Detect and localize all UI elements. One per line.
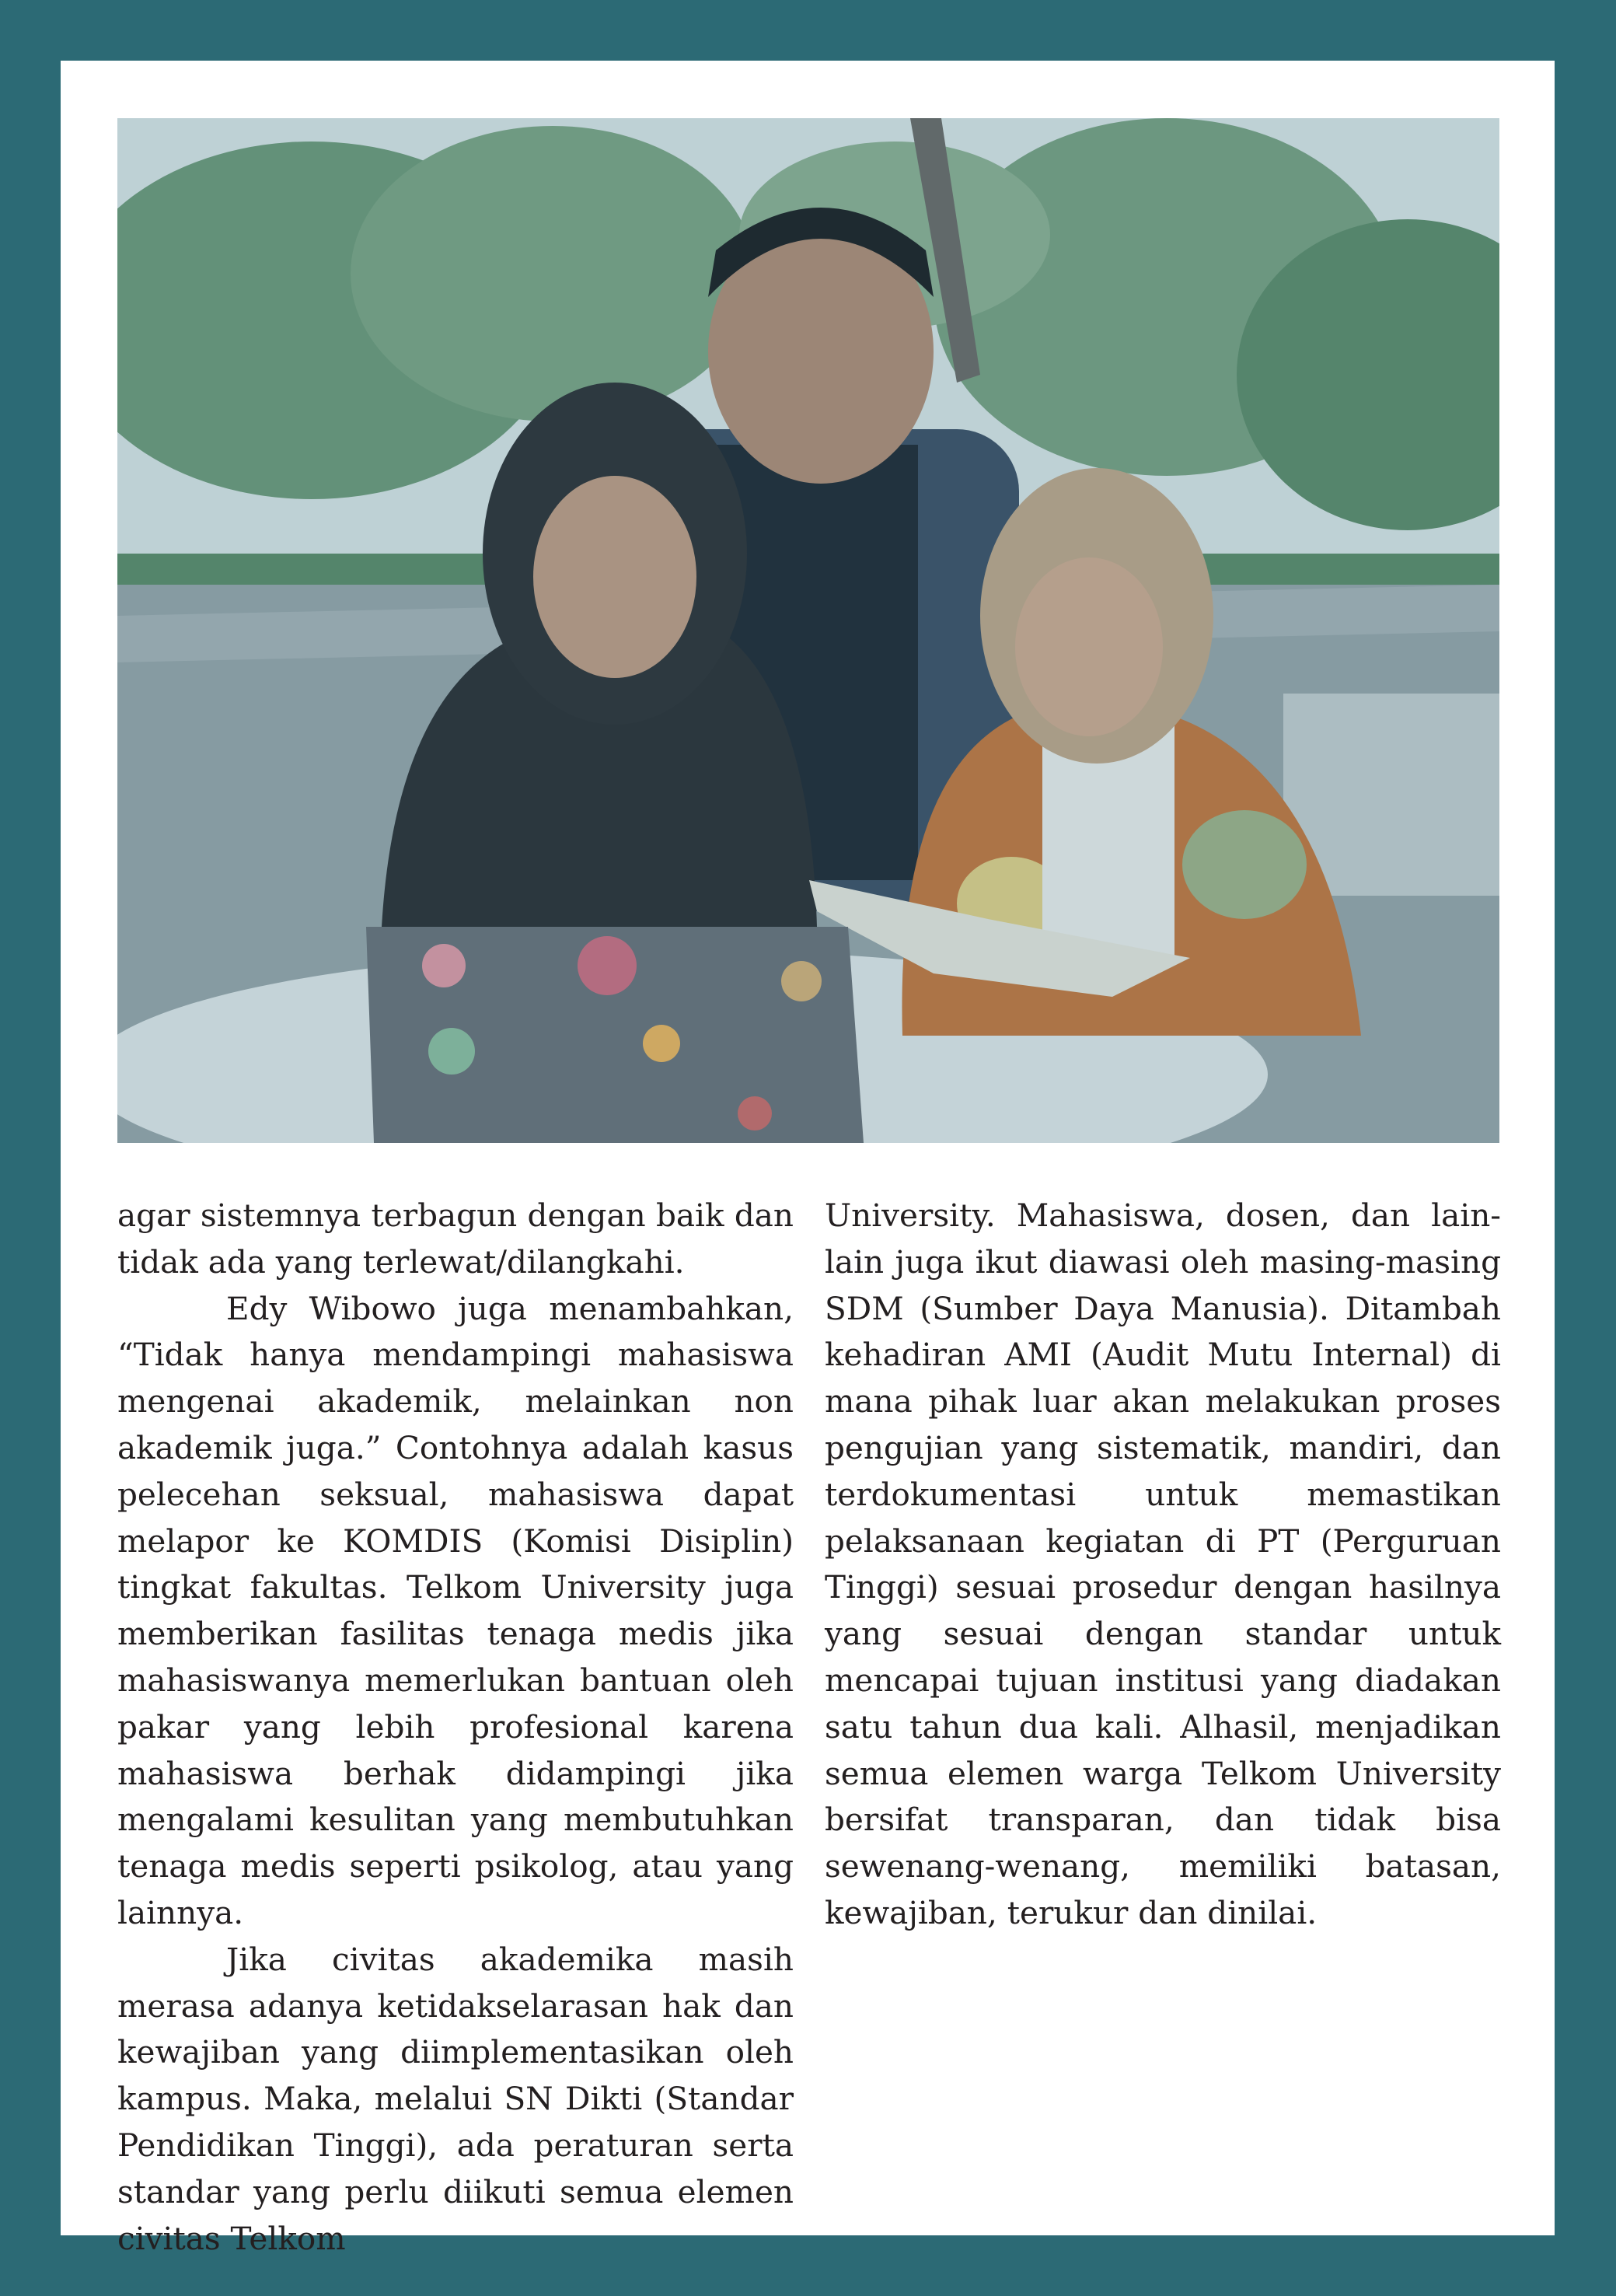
paragraph: agar sistemnya terbagun dengan baik dan tidak ada yang terlewat/dilangkahi.	[117, 1197, 794, 1281]
photo-students-with-laptop	[117, 118, 1499, 1143]
photo-icon	[117, 118, 1499, 1143]
paragraph: Edy Wibowo juga menambahkan, “Tidak hanya mendampingi mahasiswa mengenai akademik, melainkan non akademik juga.” Contohnya adalah kasus pelecehan seksual, mahasiswa dapat melapor ke KOMDIS (Komisi Disiplin) tingkat fakultas. Telkom University juga memberikan fasilitas tenaga medis jika mahasiswanya memerlukan bantuan oleh pakar yang lebih profesional karena mahasiswa berhak didampingi jika mengalami kesulitan yang membutuhkan tenaga medis seperti psikolog, atau yang lainnya.	[117, 1289, 794, 1931]
paragraph: University. Mahasiswa, dosen, dan lain-lain juga ikut diawasi oleh masing-masing SDM (Sumber Daya Manusia). Ditambah kehadiran AMI (Audit Mutu Internal) di mana pihak luar akan melakukan proses pengujian yang sistematik, mandiri, dan terdokumentasi untuk memastikan pelaksanaan kegiatan di PT (Perguruan Tinggi) sesuai prosedur dengan hasilnya yang sesuai dengan standar untuk mencapai tujuan institusi yang diadakan satu tahun dua kali. Alhasil, menjadikan semua elemen warga Telkom University bersifat transparan, dan tidak bisa sewenang-wenang, memiliki batasan, kewajiban, terukur dan dinilai.	[825, 1197, 1501, 1931]
paragraph: Jika civitas akademika masih merasa adanya ketidakselarasan hak dan kewajiban yang diimplementasikan oleh kampus. Maka, melalui SN Dikti (Standar Pendidikan Tinggi), ada peraturan serta standar yang perlu diikuti semua elemen civitas Telkom	[117, 1940, 794, 2257]
frame-band-right	[1555, 1152, 1616, 2235]
frame-band-left	[0, 61, 61, 1143]
article-column-left	[117, 1193, 794, 2262]
article-column-right	[825, 1193, 1501, 1937]
